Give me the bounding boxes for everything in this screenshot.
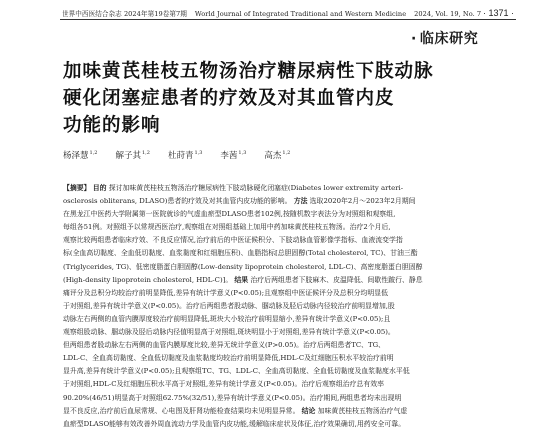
header-rule	[60, 19, 516, 20]
author	[264, 149, 290, 161]
abstract-line: 在黑龙江中医药大学附属第一医院就诊的气虚血瘀型DLASO患者102例,按随机数字表法分为对照组和观察组,	[63, 210, 396, 219]
abstract-line	[63, 195, 495, 208]
author-affiliation: 1,2	[89, 150, 98, 157]
author	[63, 149, 97, 161]
abstract-text: 探讨加味黄芪桂枝五物汤治疗糖尿病性下肢动脉硬化闭塞症(Diabetes lower extremity arteri-	[108, 184, 404, 192]
abstract-line: 动脉左右两侧的血管内膜厚度较治疗前明显降低,斑块大小较治疗前明显缩小,差异有统计学意义(P<0.05);且	[63, 314, 391, 323]
abstract-line	[63, 274, 495, 287]
abstract	[63, 182, 495, 431]
page-number: · 1371 ·	[482, 8, 514, 18]
title-line: 加味黄芪桂枝五物汤治疗糖尿病性下肢动脉	[63, 61, 434, 82]
abstract-line: 显升高,差异有统计学意义(P<0.05);且观察组TC、TG、LDL-C、全血高切黏度、全血低切黏度及血浆黏度水平低	[63, 367, 410, 376]
abstract-line: (Triglycerides, TG)、低密度脂蛋白胆固醇(Low-density lipoprotein cholesterol, LDL-C)、高密度脂蛋白胆固醇	[63, 262, 423, 271]
author	[220, 149, 246, 161]
journal-info	[62, 8, 481, 18]
abstract-text: osclerosis obliterans, DLASO)患者的疗效及对其血管内皮功能的影响。	[63, 197, 292, 206]
abstract-line	[63, 182, 495, 195]
article-title	[63, 58, 493, 139]
abstract-text: 治疗后两组患者下肢麻木、皮温降低、间歇性跛行、静息	[250, 275, 423, 284]
abstract-line: 90.20%(46/51)明显高于对照组62.75%(32/51),差异有统计学意义(P<0.05)。治疗期间,两组患者均未出现明	[63, 393, 402, 402]
author-list	[63, 149, 290, 161]
section-label: · 临床研究	[411, 28, 478, 48]
abstract-line: 但两组患者股动脉左右两侧的血管内膜厚度比较,差异无统计学意义(P>0.05)。治疗后两组患者TC、TG、	[63, 341, 386, 350]
running-header	[62, 6, 514, 18]
title-line: 功能的影响	[63, 115, 161, 136]
abstract-line: 观察组股动脉、腘动脉及胫后动脉内径值明显高于对照组,斑块明显小于对照组,差异有统计学意义(P<0.05)。	[63, 328, 395, 337]
abstract-heading: 【摘要】	[63, 184, 91, 192]
abstract-section-label: 目的	[92, 184, 107, 192]
title-line: 硬化闭塞症患者的疗效及对其血管内皮	[63, 88, 395, 109]
journal-issue: 2024, Vol. 19, No. 7	[414, 10, 482, 18]
abstract-line: 观察比较两组患者临床疗效、不良反应情况,治疗前后的中医证候积分、下肢动脉血管影像学指标、血液流变学指	[63, 236, 403, 245]
abstract-line: 于对照组,HDL-C及红细胞压积水平高于对照组,差异有统计学意义(P<0.05)。治疗后观察组治疗总有效率	[63, 380, 385, 389]
abstract-line	[63, 405, 495, 418]
author-name: 李茜	[220, 151, 238, 161]
abstract-section-label: 结论	[301, 406, 316, 415]
author-name: 杜莳青	[167, 151, 194, 161]
abstract-text: (High-density lipoprotein cholesterol, HDL-C)]。	[63, 275, 233, 284]
abstract-line: 每组各51例。对照组予以常规西医治疗,观察组在对照组基础上加用中药加味黄芪桂枝五物汤。治疗2个月后,	[63, 223, 391, 232]
author-name: 杨泽慧	[63, 151, 89, 161]
abstract-text: 加味黄芪桂枝五物汤治疗气虚	[317, 406, 408, 415]
journal-name-en: World Journal of Integrated Traditional and Western Medicine	[194, 10, 407, 18]
abstract-line: 痛评分及总积分均较治疗前明显降低,差异有统计学意义(P<0.05);且观察组中医证候评分及总积分均明显低	[63, 288, 389, 297]
abstract-section-label: 结果	[234, 275, 249, 284]
abstract-line: 于对照组,差异有统计学意义(P<0.05)。治疗后两组患者股动脉、腘动脉及胫后动脉内径较治疗前明显增加,股	[63, 301, 395, 310]
author-affiliation: 1,3	[194, 150, 203, 157]
abstract-section-label: 方法	[293, 197, 308, 206]
author-affiliation: 1,3	[238, 150, 247, 157]
abstract-text: 选取2020年2月～2023年2月期间	[309, 197, 416, 206]
abstract-line: LDL-C、全血高切黏度、全血低切黏度及血浆黏度均较治疗前明显降低,HDL-C及红细胞压积水平较治疗前明	[63, 354, 394, 363]
author-affiliation: 1,2	[141, 150, 150, 157]
abstract-line: 标(全血高切黏度、全血低切黏度、血浆黏度和红细胞压积)、血脂指标[总胆固醇(Total cholesterol, TC)、甘油三酯	[63, 249, 418, 258]
journal-name-cn: 世界中西医结合杂志 2024年第19卷第7期	[62, 10, 187, 18]
author	[168, 149, 202, 161]
author-name: 解子其	[115, 151, 141, 161]
abstract-line: 血瘀型DLASO能够有效改善外周血流动力学及血管内皮功能,缓解临床症状及体征,治疗效果确切,用药安全可靠。	[63, 419, 406, 428]
author	[115, 149, 149, 161]
abstract-text: 显不良反应,治疗前后血尿常规、心电图及肝肾功能检查结果均未见明显异常。	[63, 406, 300, 415]
author-affiliation: 1,2	[282, 150, 291, 157]
author-name: 高杰	[264, 151, 282, 161]
